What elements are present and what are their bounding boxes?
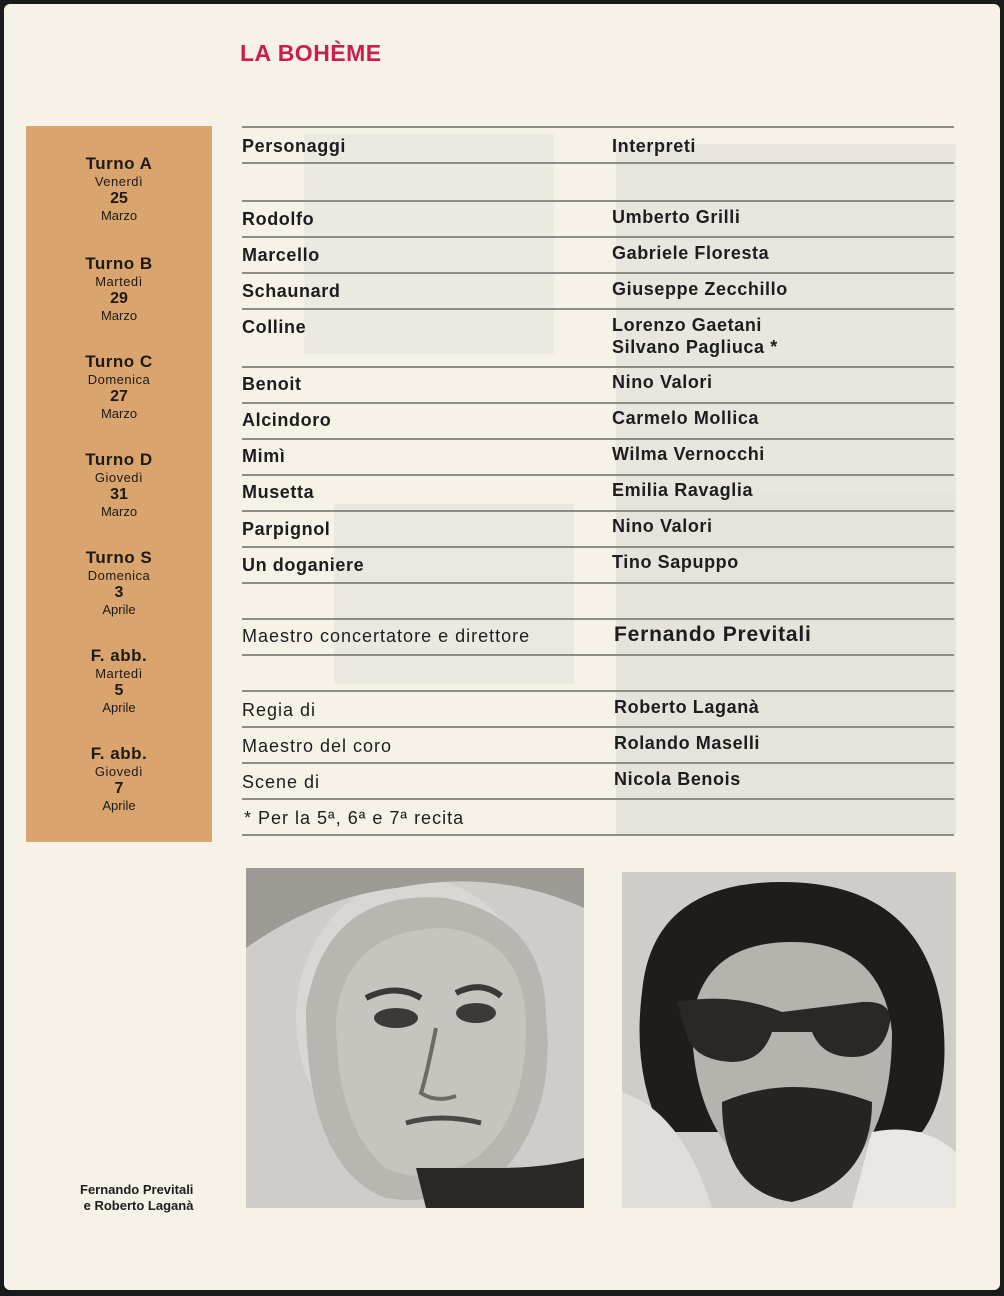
table-rule	[242, 308, 954, 310]
portrait-photo-previtali	[246, 868, 584, 1208]
director-label: Regia di	[242, 700, 317, 720]
role-name: Musetta	[242, 482, 315, 502]
performer-name: Nino Valori	[612, 516, 713, 536]
turno-label: Turno B	[85, 254, 153, 273]
turno-month: Aprile	[102, 798, 136, 813]
performer-name-alt: Silvano Pagliuca *	[612, 337, 778, 357]
set-designer-name: Nicola Benois	[614, 769, 741, 789]
performer-name: Emilia Ravaglia	[612, 480, 754, 500]
director-name: Roberto Laganà	[614, 697, 760, 717]
role-name: Mimì	[242, 446, 286, 466]
header-role: Personaggi	[242, 136, 347, 156]
role-name: Alcindoro	[242, 410, 332, 430]
caption-line: Fernando Previtali	[80, 1182, 194, 1197]
turno-label: Turno D	[85, 450, 153, 469]
table-rule	[242, 582, 954, 584]
performer-name: Tino Sapuppo	[612, 552, 739, 572]
turno-date: 5	[114, 682, 124, 699]
table-rule	[242, 690, 954, 692]
sets-label: Scene di	[242, 772, 321, 792]
turno-date: 29	[110, 290, 128, 307]
role-name: Benoit	[242, 374, 302, 394]
turno-month: Aprile	[102, 602, 136, 617]
turno-date: 25	[110, 190, 128, 207]
portrait-previtali-image	[246, 868, 584, 1208]
turno-day: Martedì	[95, 274, 143, 289]
role-name: Marcello	[242, 245, 320, 265]
performer-name: Umberto Grilli	[612, 207, 741, 227]
page-title: LA BOHÈME	[240, 40, 382, 66]
table-rule	[242, 438, 954, 440]
schedule-entry	[26, 254, 212, 324]
turno-label: Turno C	[85, 352, 153, 371]
performer-name: Carmelo Mollica	[612, 408, 760, 428]
conductor-name: Fernando Previtali	[614, 623, 812, 646]
turno-day: Domenica	[87, 568, 151, 583]
table-rule	[242, 402, 954, 404]
role-name: Rodolfo	[242, 209, 315, 229]
turno-month: Marzo	[100, 406, 138, 421]
table-rule	[242, 474, 954, 476]
turno-label: F. abb.	[90, 744, 148, 763]
table-rule	[242, 200, 954, 202]
table-rule	[242, 546, 954, 548]
table-rule	[242, 126, 954, 128]
portrait-lagana-image	[622, 872, 956, 1208]
performance-schedule	[26, 126, 212, 842]
turno-day: Giovedì	[94, 470, 144, 485]
turno-label: Turno A	[85, 154, 153, 173]
portrait-photo-lagana	[622, 872, 956, 1208]
table-rule	[242, 618, 954, 620]
turno-date: 7	[114, 780, 124, 797]
turno-date: 31	[110, 486, 128, 503]
caption-line: e Roberto Laganà	[83, 1198, 194, 1213]
turno-month: Marzo	[100, 504, 138, 519]
turno-month: Marzo	[100, 308, 138, 323]
schedule-entry	[26, 154, 212, 224]
table-rule	[242, 654, 954, 656]
schedule-entry	[26, 744, 212, 814]
turno-date: 27	[110, 388, 128, 405]
schedule-entry	[26, 548, 212, 618]
turno-day: Giovedì	[94, 764, 144, 779]
table-rule	[242, 798, 954, 800]
chorus-label: Maestro del coro	[242, 736, 393, 756]
turno-label: Turno S	[85, 548, 153, 567]
table-rule	[242, 834, 954, 836]
table-rule	[242, 272, 954, 274]
program-page	[4, 4, 1000, 1290]
turno-day: Venerdì	[94, 174, 144, 189]
performer-name: Wilma Vernocchi	[612, 444, 765, 464]
table-rule	[242, 162, 954, 164]
performer-name: Gabriele Floresta	[612, 243, 770, 263]
turno-month: Aprile	[102, 700, 136, 715]
footnote: * Per la 5ª, 6ª e 7ª recita	[244, 808, 465, 828]
background-portrait-left	[304, 134, 554, 354]
performer-name: Lorenzo Gaetani	[612, 315, 763, 335]
turno-date: 3	[114, 584, 124, 601]
chorus-master-name: Rolando Maselli	[614, 733, 761, 753]
performer-name: Giuseppe Zecchillo	[612, 279, 788, 299]
table-rule	[242, 762, 954, 764]
role-name: Schaunard	[242, 281, 341, 301]
turno-day: Domenica	[87, 372, 151, 387]
photo-caption	[80, 1182, 193, 1214]
turno-month: Marzo	[100, 208, 138, 223]
table-rule	[242, 366, 954, 368]
table-rule	[242, 510, 954, 512]
role-name: Un doganiere	[242, 555, 365, 575]
role-name: Colline	[242, 317, 307, 337]
schedule-entry	[26, 646, 212, 716]
conductor-label: Maestro concertatore e direttore	[242, 626, 531, 646]
table-rule	[242, 236, 954, 238]
schedule-entry	[26, 450, 212, 520]
turno-label: F. abb.	[90, 646, 148, 665]
background-portrait-mid	[334, 504, 574, 684]
header-performer: Interpreti	[612, 136, 697, 156]
performer-name: Nino Valori	[612, 372, 713, 392]
role-name: Parpignol	[242, 519, 331, 539]
table-rule	[242, 726, 954, 728]
schedule-entry	[26, 352, 212, 422]
turno-day: Martedì	[95, 666, 143, 681]
